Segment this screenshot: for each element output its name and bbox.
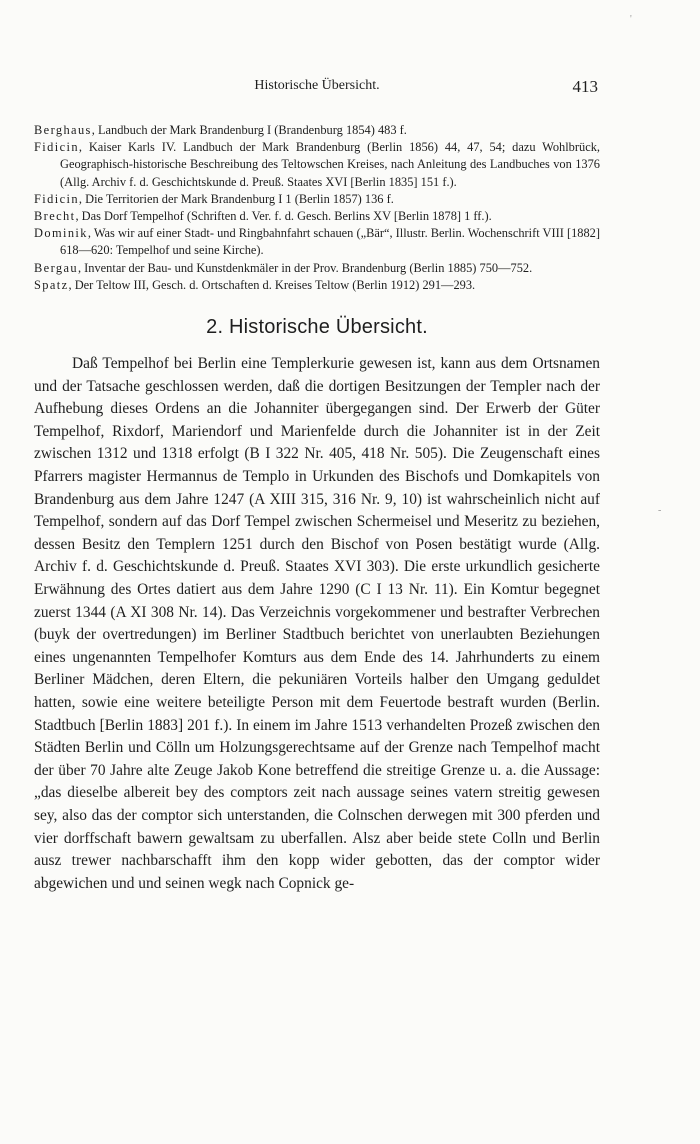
bibliography-entry [34, 260, 600, 277]
bibliography-text: , Das Dorf Tempelhof (Schriften d. Ver. f. d. Gesch. Berlins XV [Berlin 1878] 1 ff.). [75, 209, 492, 224]
bibliography-author: Berghaus [34, 123, 92, 137]
bibliography-author: Fidicin [34, 140, 79, 155]
bibliography-text: , Was wir auf einer Stadt- und Ringbahnfahrt schauen („Bär“, Illustr. Berlin. Wochenschrift VIII [1882] 618—620: Tempelhof und seine Kirche). [60, 226, 600, 258]
bibliography-text: , Inventar der Bau- und Kunstdenkmäler in der Prov. Brandenburg (Berlin 1885) 750—752. [77, 260, 533, 275]
section-heading: 2. Historische Übersicht. [206, 316, 428, 339]
page-number: 413 [572, 77, 598, 96]
bibliography-entry [34, 122, 600, 139]
scan-speck-mark: ' [630, 14, 632, 25]
bibliography-entry [34, 139, 600, 191]
bibliography-text: , Der Teltow III, Gesch. d. Ortschaften d. Kreises Teltow (Berlin 1912) 291—293. [68, 277, 476, 292]
bibliography-author: Bergau [34, 260, 78, 275]
bibliography-list [34, 122, 600, 294]
bibliography-author: Dominik [34, 226, 88, 241]
bibliography-entry [34, 225, 600, 259]
bibliography-author: Fidicin [34, 191, 79, 206]
bibliography-author: Brecht [34, 209, 76, 224]
bibliography-text: , Kaiser Karls IV. Landbuch der Mark Brandenburg (Berlin 1856) 44, 47, 54; dazu Wohlbrück, Geographisch-historische Beschreibung des Teltowschen Kreises, nach Anleitung des Landbuches von 1376 (Allg. Archiv f. d. Geschichtskunde d. Preuß. Staates XVI [Berlin 1835] 151 f.). [60, 140, 600, 189]
bibliography-entry [34, 277, 600, 294]
bibliography-author: Spatz [34, 277, 69, 292]
book-page [34, 78, 600, 895]
bibliography-text: , Landbuch der Mark Brandenburg I (Brandenburg 1854) 483 f. [91, 123, 407, 137]
running-header [34, 78, 600, 102]
bibliography-text: , Die Territorien der Mark Brandenburg I 1 (Berlin 1857) 136 f. [78, 191, 394, 206]
body-paragraph: Daß Tempelhof bei Berlin eine Templerkurie gewesen ist, kann aus dem Ortsnamen und der Tatsache geschlossen werden, daß die dortigen Besitzungen der Templer nach der Aufhebung dieses Ordens an die Johanniter übergegangen sind. Der Erwerb der Güter Tempelhof, Rixdorf, Mariendorf und Marienfelde durch die Johanniter ist in der Zeit zwischen 1312 und 1318 erfolgt (B I 322 Nr. 405, 418 Nr. 505). Die Zeugenschaft eines Pfarrers magister Hermannus de Templo in Urkunden des Bischofs und Domkapitels von Brandenburg aus dem Jahre 1247 (A XIII 315, 316 Nr. 9, 10) ist wahrscheinlich nicht auf Tempelhof, sondern auf das Dorf Tempel zwischen Schermeisel und Meseritz zu beziehen, dessen Besitz den Templern 1251 durch den Bischof von Posen bestätigt wurde (Allg. Archiv f. d. Geschichtskunde d. Preuß. Staates XVI 303). Die erste urkundlich gesicherte Erwähnung des Ortes datiert aus dem Jahre 1290 (C I 13 Nr. 11). Ein Komtur begegnet zuerst 1344 (A XI 308 Nr. 14). Das Verzeichnis vorgekommener und bestrafter Verbrechen (buyk der overtredungen) im Berliner Stadtbuch berichtet von unerlaubten Beziehungen eines ungenannten Tempelhofer Komturs aus dem Ende des 14. Jahrhunderts zu einem Berliner Mädchen, deren Eltern, die pekuniären Vorteils halber den Umgang geduldet hatten, sowie eine weitere beteiligte Person mit dem Feuertode bestraft wurden (Berlin. Stadtbuch [Berlin 1883] 201 f.). In einem im Jahre 1513 verhandelten Prozeß zwischen den Städten Berlin und Cölln um Holzungsgerechtsame auf der Grenze nach Tempelhof macht der über 70 Jahre alte Zeuge Jakob Kone betreffend die streitige Grenze u. a. die Aussage: „das dieselbe albereit bey des comptors zeit nach aussage seines vatern streitig gewesen sey, also das der comptor sich unterstanden, die Colnschen derwegen mit 300 pferden und vier dorffschaft bawern gewaltsam zu uberfallen. Alsz aber beide stete Colln und Berlin ausz trewer nachbarschafft ihm den kopp wider gebotten, das der comptor wider abgewichen und und seinen wegk nach Copnick ge- [34, 355, 600, 892]
running-title: Historische Übersicht. [254, 78, 380, 93]
scan-speck-mark: - [658, 505, 662, 516]
bibliography-entry [34, 191, 600, 208]
bibliography-entry [34, 208, 600, 225]
